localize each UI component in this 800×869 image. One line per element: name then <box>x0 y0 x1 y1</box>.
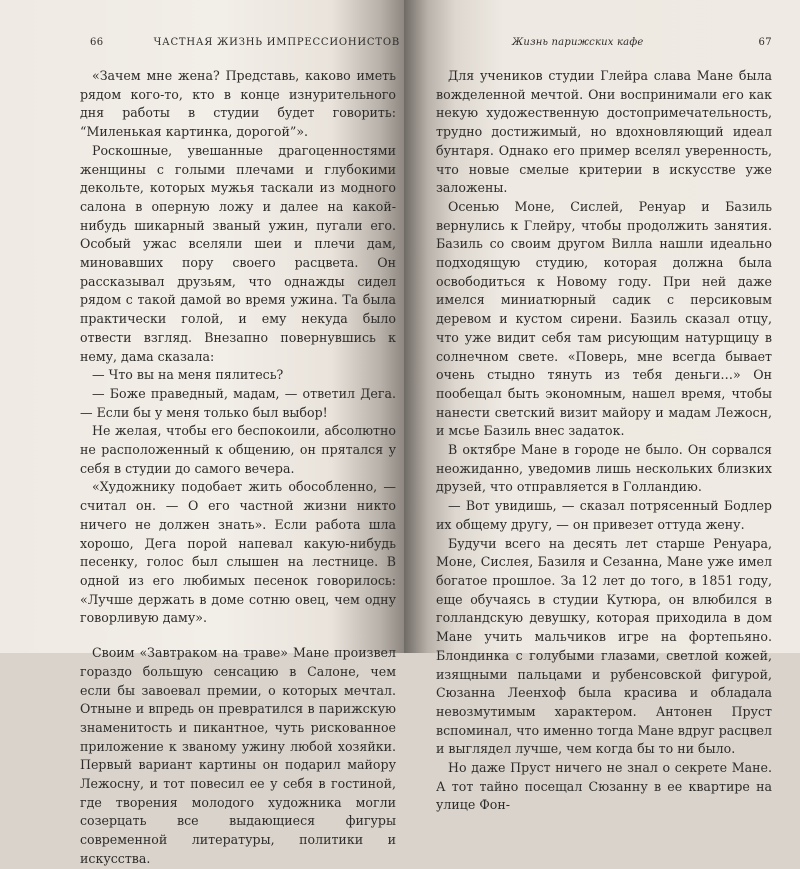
left-running-head-title: ЧАСТНАЯ ЖИЗНЬ ИМПРЕССИОНИСТОВ <box>153 37 400 48</box>
right-page <box>404 0 800 813</box>
paragraph: Будучи всего на десять лет старше Ренуара, Моне, Сислея, Базиля и Сезанна, Мане уже имел богатое прошлое. За 12 лет до того, в 1851 году, еще обучаясь в студии Кутюра, он влюбился в голландскую девушку, которая приходила в дом Мане учить мальчиков игре на фортепьяно. Блондинка с голубыми глазами, светлой кожей, изящными пальцами и рубенсовской фигурой, Сюзанна Леенхоф была красива и обладала невозмутимым характером. Антонен Пруст вспоминал, что именно тогда Мане вдруг расцвел и выглядел лучше, чем когда бы то ни было. <box>436 535 772 757</box>
paragraph: — Боже праведный, мадам, — ответил Дега. — Если бы у меня только был выбор! <box>80 385 396 420</box>
left-page-number: 66 <box>90 37 104 48</box>
left-running-header <box>80 37 400 53</box>
paragraph: «Художнику подобает жить обособленно, — считал он. — О его частной жизни никто ничего не должен знать». Если работа шла хорошо, Дега порой напевал какую-нибудь песенку, голос был слышен на лестнице. В одной из его любимых песенок говорилось: «Лучше держать в доме сотню овец, чем одну говорливую даму». <box>80 479 396 626</box>
paragraph: Не желая, чтобы его беспокоили, абсолютно не расположенный к общению, он прятался у себя в студии до самого вечера. <box>80 423 396 476</box>
paragraph: — Что вы на меня пялитесь? <box>92 367 284 383</box>
paragraph: «Зачем мне жена? Представь, каково иметь рядом кого-то, кто в конце изнурительного дня работы в студии будет говорить: “Миленькая картинка, дорогой”». <box>80 68 396 140</box>
paragraph: Для учеников студии Глейра слава Мане была вожделенной мечтой. Они воспринимали его как некую художественную достопримечательность, трудно достижимый, но вдохновляющий идеал бунтаря. Однако его пример вселял уверенность, что новые смелые критерии в искусстве уже заложены. <box>436 68 772 196</box>
paragraph: Осенью Моне, Сислей, Ренуар и Базиль вернулись к Глейру, чтобы продолжить занятия. Базиль со своим другом Вилла нашли идеально подходящую студию, которая должна была освободиться к Новому году. При ней даже имелся миниатюрный садик с персиковым деревом и кустом сирени. Базиль сказал отцу, что уже видит себя там рисующим натурщицу в солнечном свете. «Поверь, мне всегда бывает очень стыдно тянуть из тебя деньги…» Он пообещал быть экономным, нашел время, чтобы нанести светский визит майору и мадам Лежосн, и мсье Базиль внес задаток. <box>436 198 772 439</box>
right-running-header <box>426 37 772 53</box>
right-running-head-title: Жизнь парижских кафе <box>512 37 644 48</box>
right-body-text <box>436 67 772 815</box>
paragraph: Своим «Завтраком на траве» Мане произвел гораздо большую сенсацию в Салоне, чем если бы завоевал премии, о которых мечтал. Отныне и впредь он превратился в парижскую знаменитость и пикантное, чуть рискованное приложение к званому ужину любой хозяйки. Первый вариант картины он подарил майору Лежосну, и тот повесил ее у себя в гостиной, где творения молодого художника могли созерцать все выдающиеся фигуры современной литературы, политики и искусства. <box>80 645 396 866</box>
paragraph: — Вот увидишь, — сказал потрясенный Бодлер их общему другу, — он привезет оттуда жену. <box>436 498 772 532</box>
paragraph: В октябре Мане в городе не было. Он сорвался неожиданно, уведомив лишь нескольких близких друзей, что отправляется в Голландию. <box>436 442 772 495</box>
paragraph: Роскошные, увешанные драгоценностями женщины с голыми плечами и глубокими декольте, которых мужья таскали из модного салона в оперную ложу и далее на какой-нибудь шикарный званый ужин, пугали его. Особый ужас вселяли шеи и плечи дам, миновавших пору своего расцвета. Он рассказывал друзьям, что однажды сидел рядом с такой дамой во время ужина. Та была практически голой, и ему некуда было отвести взгляд. Внезапно повернувшись к нему, дама сказала: <box>80 142 396 364</box>
paragraph: Но даже Пруст ничего не знал о секрете Мане. А тот тайно посещал Сюзанну в ее квартире на улице Фон- <box>436 760 772 813</box>
left-body-text <box>80 67 396 869</box>
right-page-number: 67 <box>758 37 772 48</box>
